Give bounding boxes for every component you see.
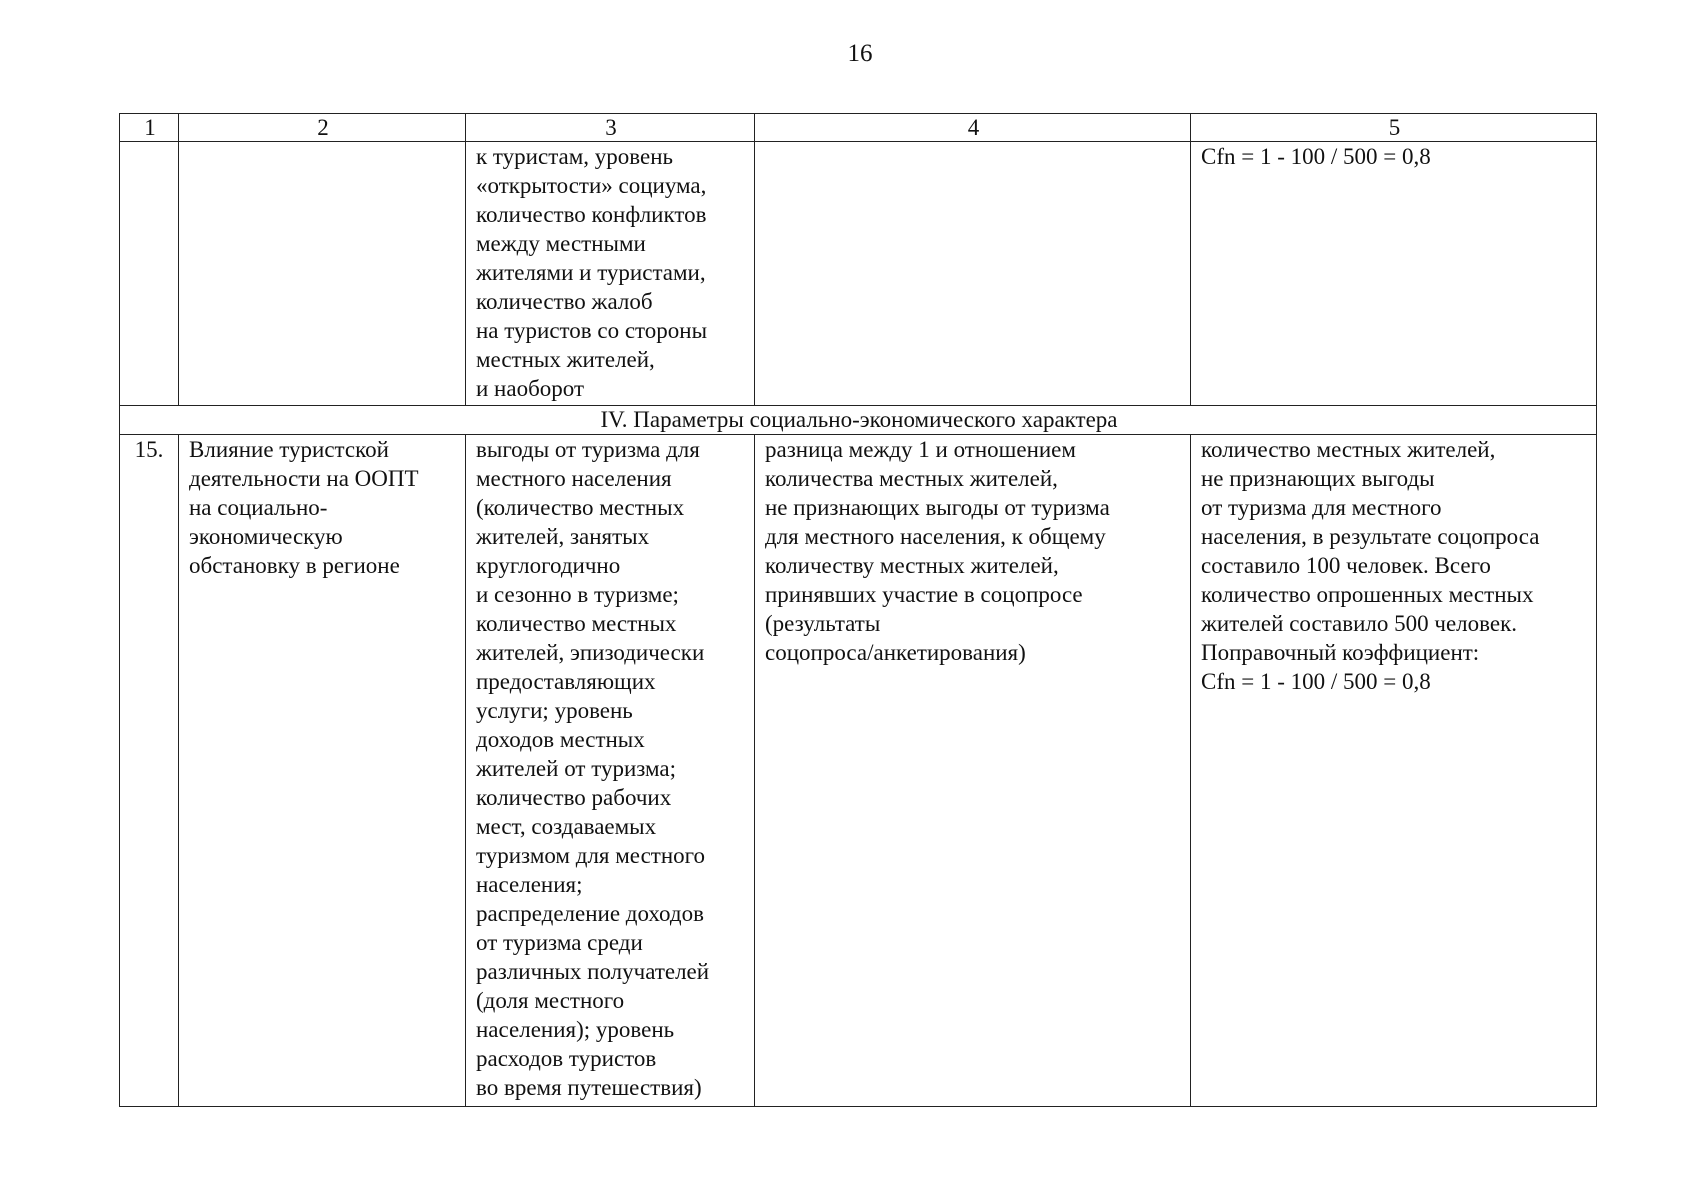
- header-col-1: 1: [120, 114, 179, 142]
- cell-text-line: предоставляющих: [476, 669, 656, 694]
- document-table: [119, 113, 1597, 1107]
- cell-text-line: жителей, эпизодически: [476, 640, 705, 665]
- cont-col-4: [755, 142, 1191, 406]
- cell-text-line: жителей от туризма;: [476, 756, 677, 781]
- cell-text-line: услуги; уровень: [476, 698, 633, 723]
- row-15-col-2: [179, 435, 466, 1107]
- cell-text-line: Cfn = 1 - 100 / 500 = 0,8: [1201, 144, 1431, 169]
- cell-text-line: количества местных жителей,: [765, 466, 1058, 491]
- cell-text-line: соцопроса/анкетирования): [765, 640, 1026, 665]
- cell-text-line: выгоды от туризма для: [476, 437, 700, 462]
- cell-text-line: к туристам, уровень: [476, 144, 674, 169]
- cell-text-line: от туризма для местного: [1201, 495, 1442, 520]
- cell-text-line: между местными: [476, 231, 646, 256]
- cell-text-line: не признающих выгоды от туризма: [765, 495, 1110, 520]
- cell-text-line: жителей, занятых: [476, 524, 650, 549]
- cell-text-line: количество местных: [476, 611, 677, 636]
- cont-col-1: [120, 142, 179, 406]
- cell-text-line: количество опрошенных местных: [1201, 582, 1534, 607]
- cell-text-line: принявших участие в соцопросе: [765, 582, 1083, 607]
- cell-text-line: туризмом для местного: [476, 843, 706, 868]
- cell-text-line: составило 100 человек. Всего: [1201, 553, 1491, 578]
- cell-text-line: для местного населения, к общему: [765, 524, 1106, 549]
- cell-text-line: количество жалоб: [476, 289, 653, 314]
- header-col-5: 5: [1191, 114, 1597, 142]
- cell-text-line: и сезонно в туризме;: [476, 582, 679, 607]
- cont-col-3: [466, 142, 755, 406]
- cell-text-line: Cfn = 1 - 100 / 500 = 0,8: [1201, 669, 1431, 694]
- cell-text-line: местного населения: [476, 466, 672, 491]
- cell-text-line: жителей составило 500 человек.: [1201, 611, 1517, 636]
- table-row-15: [120, 435, 1597, 1107]
- cell-text-line: на социально-: [189, 495, 328, 520]
- cell-text-line: жителями и туристами,: [476, 260, 706, 285]
- cell-text-line: различных получателей: [476, 959, 710, 984]
- cell-text-line: «открытости» социума,: [476, 173, 707, 198]
- cell-text-line: распределение доходов: [476, 901, 704, 926]
- cell-text-line: (результаты: [765, 611, 881, 636]
- cell-text-line: доходов местных: [476, 727, 645, 752]
- cell-text-line: экономическую: [189, 524, 343, 549]
- header-col-4: 4: [755, 114, 1191, 142]
- page-number: 16: [847, 40, 873, 67]
- continuation-row: [120, 142, 1597, 406]
- cell-text-line: круглогодично: [476, 553, 621, 578]
- cell-text-line: населения, в результате соцопроса: [1201, 524, 1540, 549]
- section-title: IV. Параметры социально-экономического характера: [120, 406, 1597, 435]
- header-col-2: 2: [179, 114, 466, 142]
- row-15-col-5: [1191, 435, 1597, 1107]
- cell-text-line: обстановку в регионе: [189, 553, 400, 578]
- header-col-3: 3: [466, 114, 755, 142]
- cell-text-line: населения;: [476, 872, 583, 897]
- cont-col-5: [1191, 142, 1597, 406]
- cell-text-line: Влияние туристской: [189, 437, 389, 462]
- row-15-col-4: [755, 435, 1191, 1107]
- row-number: 15.: [120, 435, 179, 1107]
- table-header-row: [120, 114, 1597, 142]
- cell-text-line: количество местных жителей,: [1201, 437, 1496, 462]
- row-15-col-3: [466, 435, 755, 1107]
- cont-col-2: [179, 142, 466, 406]
- section-row: [120, 406, 1597, 435]
- cell-text-line: населения); уровень: [476, 1017, 675, 1042]
- cell-text-line: количество конфликтов: [476, 202, 707, 227]
- cell-text-line: на туристов со стороны: [476, 318, 708, 343]
- cell-text-line: не признающих выгоды: [1201, 466, 1435, 491]
- cell-text-line: и наоборот: [476, 376, 585, 401]
- cell-text-line: количеству местных жителей,: [765, 553, 1059, 578]
- cell-text-line: (количество местных: [476, 495, 685, 520]
- cell-text-line: деятельности на ООПТ: [189, 466, 419, 491]
- cell-text-line: разница между 1 и отношением: [765, 437, 1076, 462]
- cell-text-line: количество рабочих: [476, 785, 672, 810]
- cell-text-line: мест, создаваемых: [476, 814, 657, 839]
- cell-text-line: Поправочный коэффициент:: [1201, 640, 1480, 665]
- cell-text-line: расходов туристов: [476, 1046, 657, 1071]
- cell-text-line: местных жителей,: [476, 347, 655, 372]
- cell-text-line: от туризма среди: [476, 930, 643, 955]
- cell-text-line: во время путешествия): [476, 1075, 702, 1100]
- cell-text-line: (доля местного: [476, 988, 625, 1013]
